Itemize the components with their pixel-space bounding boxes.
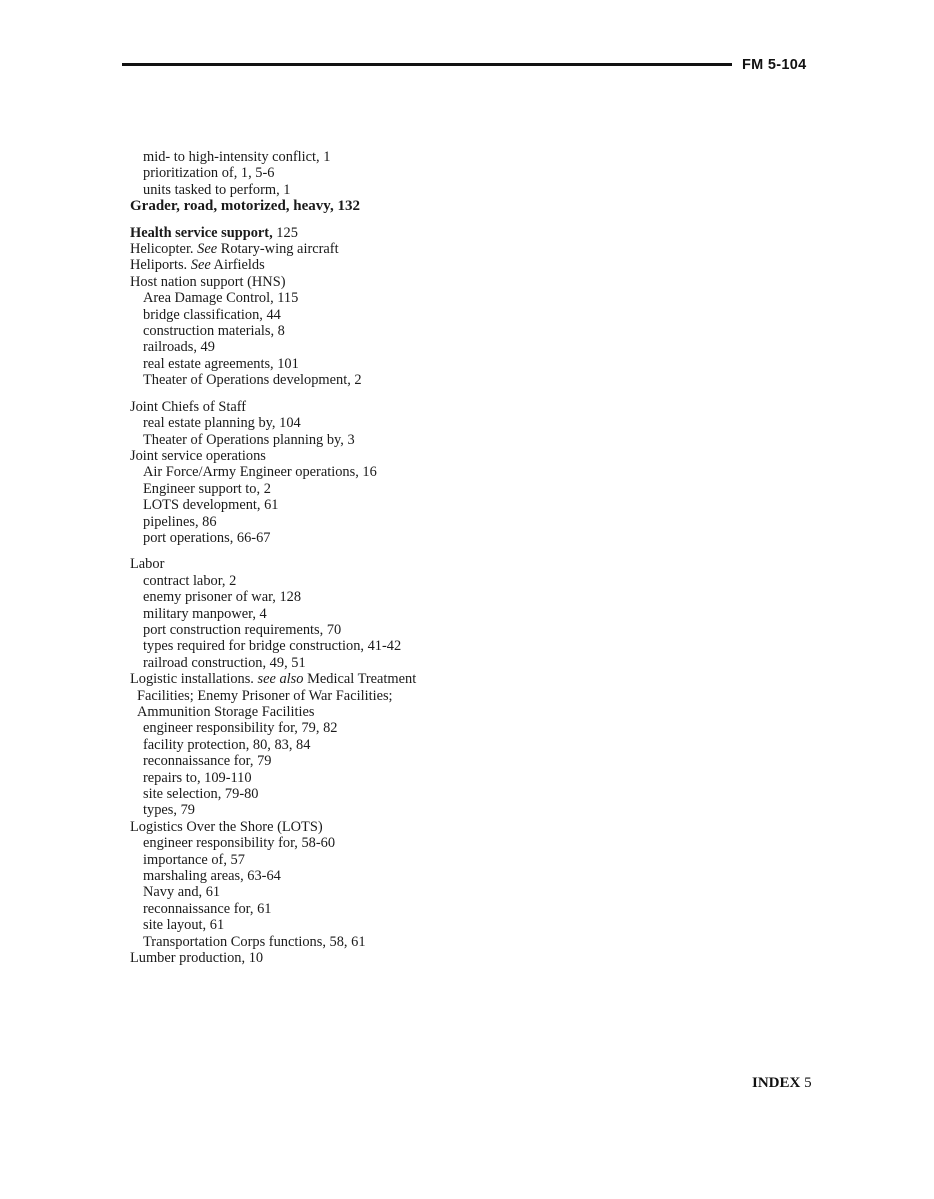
index-entry-heading [130,198,690,214]
index-subentry: reconnaissance for, 61 [143,900,272,917]
index-subentry: real estate agreements, 101 [143,355,299,372]
index-subentry: Navy and, 61 [143,884,221,901]
index-subentry: real estate planning by, 104 [143,415,301,432]
index-subentry: Engineer support to, 2 [143,480,271,497]
index-entry: Lumber production, 10 [130,950,264,967]
header-rule [122,63,732,66]
index-term: Health service support, [130,224,273,241]
index-entry: Labor [130,556,165,573]
index-body [130,149,690,967]
index-subentry: construction materials, 8 [143,323,285,340]
index-subentry: mid- to high-intensity conflict, 1 [143,149,331,165]
index-subentry: military manpower, 4 [143,605,267,622]
index-subentry: engineer responsibility for, 58-60 [143,835,336,852]
page-number: 5 [804,1075,812,1091]
index-entry: Logistics Over the Shore (LOTS) [130,818,323,835]
index-entry-continuation: Facilities; Enemy Prisoner of War Facilities; [137,687,393,704]
index-subentry: port operations, 66-67 [143,529,271,546]
index-entry-continuation: Ammunition Storage Facilities [137,704,315,720]
index-subentry: repairs to, 109-110 [143,769,252,786]
document-id: FM 5-104 [742,57,807,73]
index-subentry: Area Damage Control, 115 [143,290,299,307]
index-page-ref: 125 [272,224,298,241]
index-entry: Host nation support (HNS) [130,273,286,290]
index-entry: Helicopter. See Rotary-wing aircraft [130,241,339,258]
index-subentry: site layout, 61 [143,917,225,934]
index-subentry: reconnaissance for, 79 [143,753,272,770]
index-subentry: facility protection, 80, 83, 84 [143,736,311,753]
index-subentry: Transportation Corps functions, 58, 61 [143,933,366,950]
index-subentry: port construction requirements, 70 [143,621,342,638]
index-page-ref: 132 [333,198,360,215]
index-subentry: railroads, 49 [143,339,215,356]
see-reference: See [190,257,211,274]
index-subentry: marshaling areas, 63-64 [143,868,281,885]
index-subentry: pipelines, 86 [143,513,217,530]
index-entry: Logistic installations. see also Medical Treatment [130,671,417,688]
page-footer [752,1075,812,1092]
index-subentry: railroad construction, 49, 51 [143,654,306,671]
index-entry: Joint Chiefs of Staff [130,398,247,415]
see-also-reference: see also [257,671,304,688]
index-subentry: importance of, 57 [143,851,245,868]
index-subentry: Theater of Operations planning by, 3 [143,431,355,448]
index-subentry: engineer responsibility for, 79, 82 [143,720,338,737]
index-subentry: units tasked to perform, 1 [143,181,291,198]
index-term: Grader, road, motorized, heavy, [130,198,334,215]
index-subentry: contract labor, 2 [143,572,237,589]
index-subentry: types, 79 [143,802,195,819]
index-subentry: prioritization of, 1, 5-6 [143,165,275,182]
index-subentry: types required for bridge construction, 41-42 [143,638,402,655]
index-subentry: site selection, 79-80 [143,786,259,803]
footer-label: INDEX [752,1075,801,1091]
index-entry-heading [130,225,690,241]
index-subentry: Air Force/Army Engineer operations, 16 [143,464,377,481]
index-subentry: enemy prisoner of war, 128 [143,589,302,606]
index-subentry: LOTS development, 61 [143,497,279,514]
see-reference: See [197,241,218,258]
index-subentry: Theater of Operations development, 2 [143,372,362,389]
index-entry: Joint service operations [130,447,266,464]
index-entry: Heliports. See Airfields [130,257,265,274]
index-subentry: bridge classification, 44 [143,306,281,323]
